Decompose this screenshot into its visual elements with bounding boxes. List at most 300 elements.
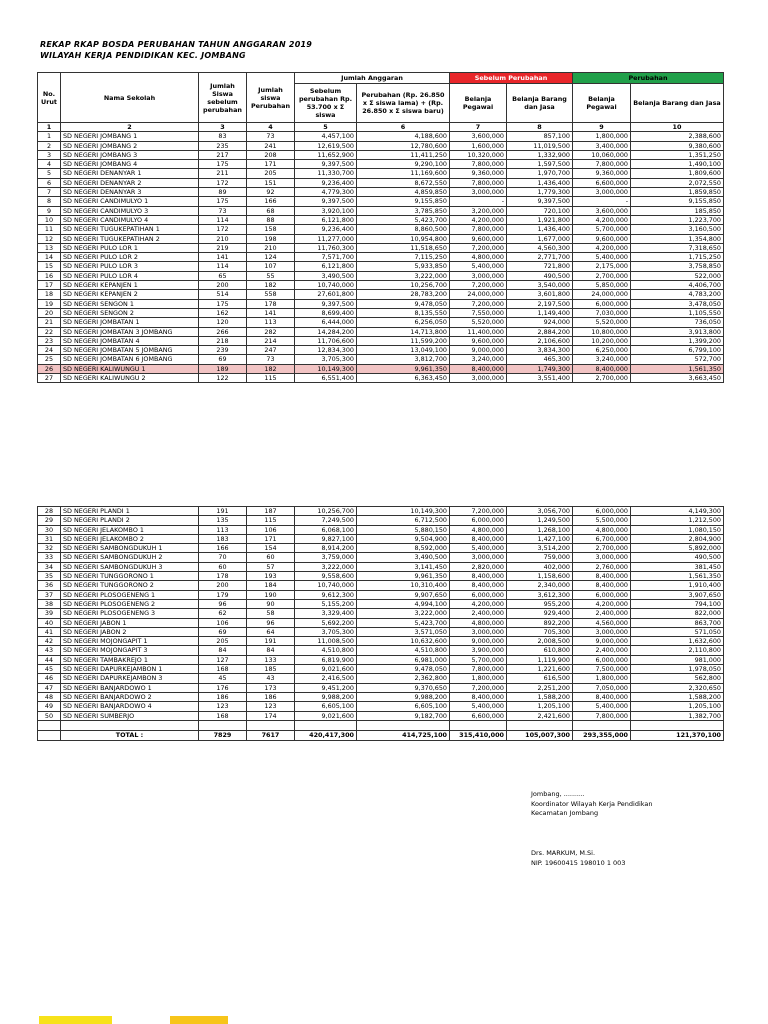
cell-anggaran-perubahan: 4,859,850 [357,188,450,197]
cell-anggaran-perubahan: 28,783,200 [357,290,450,299]
cell-barang-perubahan: 9,380,600 [631,141,724,150]
cell-row-no: 24 [38,346,61,355]
cell-barang-perubahan: 2,072,550 [631,178,724,187]
table-row [38,637,724,646]
column-number: 2 [61,123,199,132]
cell-anggaran-sebelum: 10,740,000 [295,581,357,590]
total-barang-sebelum: 105,007,300 [507,730,573,741]
cell-anggaran-perubahan: 9,478,050 [357,665,450,674]
cell-school-name: SD NEGERI DENANYAR 3 [61,188,199,197]
cell-siswa-perubahan: 178 [247,299,295,308]
cell-anggaran-perubahan: 9,182,700 [357,711,450,720]
cell-siswa-sebelum: 266 [199,327,247,336]
cell-pegawai-perubahan: 2,700,000 [573,544,631,553]
cell-siswa-sebelum: 183 [199,534,247,543]
cell-anggaran-perubahan: 10,954,800 [357,234,450,243]
cell-pegawai-sebelum: 9,600,000 [450,336,507,345]
cell-siswa-perubahan: 107 [247,262,295,271]
cell-siswa-sebelum: 123 [199,702,247,711]
cell-barang-sebelum: 924,000 [507,318,573,327]
cell-barang-sebelum: 3,056,700 [507,507,573,516]
cell-barang-perubahan: 1,354,800 [631,234,724,243]
cell-anggaran-sebelum: 9,612,300 [295,590,357,599]
cell-barang-sebelum: 3,514,200 [507,544,573,553]
cell-row-no: 17 [38,281,61,290]
cell-anggaran-perubahan: 8,672,550 [357,178,450,187]
cell-school-name: SD NEGERI TUNGGORONO 2 [61,581,199,590]
cell-siswa-perubahan: 84 [247,646,295,655]
table-row [38,534,724,543]
cell-school-name: SD NEGERI JELAKOMBO 1 [61,525,199,534]
cell-pegawai-sebelum: 1,800,000 [450,674,507,683]
cell-siswa-sebelum: 514 [199,290,247,299]
cell-pegawai-perubahan: 6,600,000 [573,178,631,187]
column-number: 10 [631,123,724,132]
table-row [38,225,724,234]
cell-barang-sebelum: 1,588,200 [507,692,573,701]
table-row [38,674,724,683]
total-siswa-perubahan: 7617 [247,730,295,741]
table-row [38,702,724,711]
cell-barang-perubahan: 1,105,550 [631,308,724,317]
signature-role-line1: Koordinator Wilayah Kerja Pendidikan [531,799,653,808]
cell-anggaran-perubahan: 2,362,800 [357,674,450,683]
cell-pegawai-perubahan: 6,000,000 [573,299,631,308]
cell-siswa-perubahan: 171 [247,534,295,543]
cell-siswa-perubahan: 60 [247,553,295,562]
cell-anggaran-sebelum: 11,330,700 [295,169,357,178]
cell-pegawai-sebelum: 7,800,000 [450,178,507,187]
cell-anggaran-sebelum: 9,021,600 [295,711,357,720]
cell-row-no: 44 [38,655,61,664]
cell-pegawai-perubahan: 4,560,000 [573,618,631,627]
total-pegawai-perubahan: 293,355,000 [573,730,631,741]
cell-pegawai-perubahan: 8,400,000 [573,364,631,373]
cell-pegawai-perubahan: 9,600,000 [573,234,631,243]
cell-barang-sebelum: 705,300 [507,627,573,636]
cell-row-no: 38 [38,599,61,608]
cell-barang-perubahan: 822,000 [631,609,724,618]
cell-siswa-sebelum: 210 [199,234,247,243]
cell-barang-perubahan: 736,050 [631,318,724,327]
cell-pegawai-sebelum: 6,000,000 [450,590,507,599]
cell-barang-sebelum: 2,421,600 [507,711,573,720]
cell-barang-perubahan: 2,110,800 [631,646,724,655]
cell-anggaran-perubahan: 5,423,700 [357,215,450,224]
cell-siswa-sebelum: 168 [199,711,247,720]
cell-pegawai-perubahan: 2,400,000 [573,646,631,655]
cell-school-name: SD NEGERI JOMBANG 1 [61,132,199,141]
cell-row-no: 48 [38,692,61,701]
header-jumlah-anggaran: Jumlah Anggaran [295,73,450,84]
column-number: 4 [247,123,295,132]
cell-barang-perubahan: 381,450 [631,562,724,571]
cell-anggaran-sebelum: 27,601,800 [295,290,357,299]
cell-barang-sebelum: 3,551,400 [507,374,573,383]
cell-pegawai-sebelum: 4,200,000 [450,215,507,224]
table-row [38,692,724,701]
cell-pegawai-sebelum: 4,800,000 [450,525,507,534]
cell-barang-sebelum: 857,100 [507,132,573,141]
cell-siswa-perubahan: 96 [247,618,295,627]
cell-row-no: 34 [38,562,61,571]
cell-pegawai-perubahan: 3,000,000 [573,627,631,636]
cell-siswa-sebelum: 113 [199,525,247,534]
cell-pegawai-sebelum: 5,400,000 [450,544,507,553]
cell-siswa-sebelum: 60 [199,562,247,571]
cell-siswa-sebelum: 114 [199,262,247,271]
cell-siswa-perubahan: 141 [247,308,295,317]
cell-siswa-perubahan: 55 [247,271,295,280]
cell-pegawai-sebelum: 7,200,000 [450,507,507,516]
cell-pegawai-perubahan: 10,800,000 [573,327,631,336]
cell-school-name: SD NEGERI TUGUKEPATIHAN 2 [61,234,199,243]
table-row [38,346,724,355]
signature-place-date: Jombang, .......... [531,790,585,798]
cell-anggaran-perubahan: 10,310,400 [357,581,450,590]
cell-anggaran-sebelum: 11,760,300 [295,243,357,252]
cell-pegawai-perubahan: 4,200,000 [573,215,631,224]
cell-siswa-sebelum: 172 [199,178,247,187]
cell-siswa-sebelum: 175 [199,160,247,169]
cell-anggaran-sebelum: 4,510,800 [295,646,357,655]
cell-barang-perubahan: 1,399,200 [631,336,724,345]
cell-barang-sebelum: 1,249,500 [507,516,573,525]
cell-anggaran-perubahan: 9,988,200 [357,692,450,701]
cell-barang-perubahan: 3,663,450 [631,374,724,383]
cell-school-name: SD NEGERI TUNGGORONO 1 [61,572,199,581]
cell-siswa-perubahan: 186 [247,692,295,701]
cell-row-no: 20 [38,308,61,317]
cell-row-no: 42 [38,637,61,646]
cell-anggaran-perubahan: 5,880,150 [357,525,450,534]
cell-row-no: 12 [38,234,61,243]
cell-siswa-perubahan: 210 [247,243,295,252]
cell-barang-perubahan: 1,351,250 [631,150,724,159]
cell-row-no: 41 [38,627,61,636]
cell-pegawai-sebelum: 3,600,000 [450,132,507,141]
cell-barang-sebelum: 11,019,500 [507,141,573,150]
table-row [38,618,724,627]
cell-pegawai-sebelum: 3,000,000 [450,188,507,197]
column-number: 7 [450,123,507,132]
cell-anggaran-sebelum: 9,558,600 [295,572,357,581]
cell-siswa-sebelum: 218 [199,336,247,345]
cell-anggaran-sebelum: 11,706,600 [295,336,357,345]
cell-siswa-sebelum: 217 [199,150,247,159]
cell-school-name: SD NEGERI PULO LOR 1 [61,243,199,252]
header-siswa-perubahan: Jumlah siswa Perubahan [247,73,295,123]
cell-pegawai-perubahan: 3,400,000 [573,141,631,150]
cell-barang-sebelum: 759,000 [507,553,573,562]
header-belanja-barang-2: Belanja Barang dan Jasa [631,83,724,122]
orange-marker-bar [170,1016,228,1024]
cell-barang-sebelum: 2,884,200 [507,327,573,336]
cell-school-name: SD NEGERI KALIWUNGU 2 [61,374,199,383]
table-row [38,215,724,224]
cell-barang-perubahan: 3,913,800 [631,327,724,336]
cell-anggaran-sebelum: 9,988,200 [295,692,357,701]
cell-pegawai-sebelum: 24,000,000 [450,290,507,299]
cell-siswa-sebelum: 200 [199,281,247,290]
cell-anggaran-perubahan: 8,592,000 [357,544,450,553]
cell-siswa-sebelum: 191 [199,507,247,516]
column-number: 5 [295,123,357,132]
table-row [38,683,724,692]
cell-row-no: 14 [38,253,61,262]
cell-barang-sebelum: 610,800 [507,646,573,655]
cell-pegawai-sebelum: 8,400,000 [450,581,507,590]
cell-pegawai-perubahan: 2,700,000 [573,271,631,280]
cell-anggaran-sebelum: 3,705,300 [295,355,357,364]
cell-anggaran-perubahan: 11,169,600 [357,169,450,178]
cell-row-no: 22 [38,327,61,336]
cell-school-name: SD NEGERI SUMBERJO [61,711,199,720]
cell-siswa-sebelum: 211 [199,169,247,178]
cell-siswa-sebelum: 69 [199,355,247,364]
signature-name: Drs. MARKUM, M.Si. [531,849,596,857]
cell-siswa-sebelum: 73 [199,206,247,215]
cell-row-no: 29 [38,516,61,525]
cell-anggaran-perubahan: 5,933,850 [357,262,450,271]
table-row [38,318,724,327]
cell-siswa-perubahan: 166 [247,197,295,206]
header-perubahan: Perubahan [573,73,724,84]
cell-siswa-perubahan: 173 [247,683,295,692]
cell-school-name: SD NEGERI PLOSOGENENG 1 [61,590,199,599]
table-row [38,308,724,317]
cell-school-name: SD NEGERI CANDIMULYO 1 [61,197,199,206]
cell-pegawai-perubahan: 10,060,000 [573,150,631,159]
cell-anggaran-perubahan: 3,785,850 [357,206,450,215]
cell-school-name: SD NEGERI JELAKOMBO 2 [61,534,199,543]
table-row [38,262,724,271]
cell-anggaran-sebelum: 6,121,800 [295,215,357,224]
cell-anggaran-sebelum: 2,416,500 [295,674,357,683]
table-row [38,243,724,252]
cell-school-name: SD NEGERI PULO LOR 4 [61,271,199,280]
cell-anggaran-perubahan: 4,994,100 [357,599,450,608]
cell-pegawai-perubahan: 5,850,000 [573,281,631,290]
cell-anggaran-sebelum: 6,068,100 [295,525,357,534]
cell-anggaran-perubahan: 6,256,050 [357,318,450,327]
cell-pegawai-perubahan: 5,500,000 [573,516,631,525]
cell-pegawai-perubahan: 4,200,000 [573,599,631,608]
cell-school-name: SD NEGERI SAMBONGDUKUH 1 [61,544,199,553]
cell-barang-sebelum: 2,340,000 [507,581,573,590]
cell-siswa-sebelum: 141 [199,253,247,262]
cell-anggaran-perubahan: 10,256,700 [357,281,450,290]
table-row [38,197,724,206]
cell-siswa-perubahan: 193 [247,572,295,581]
cell-pegawai-sebelum: 9,360,000 [450,169,507,178]
cell-school-name: SD NEGERI SENGON 1 [61,299,199,308]
table-row [38,590,724,599]
cell-barang-sebelum: 2,771,700 [507,253,573,262]
cell-pegawai-sebelum: 9,000,000 [450,346,507,355]
cell-siswa-perubahan: 191 [247,637,295,646]
cell-pegawai-perubahan: 8,400,000 [573,581,631,590]
cell-row-no: 11 [38,225,61,234]
cell-siswa-perubahan: 58 [247,609,295,618]
cell-anggaran-perubahan: 9,961,350 [357,572,450,581]
cell-barang-sebelum: 2,106,600 [507,336,573,345]
cell-pegawai-perubahan: 5,400,000 [573,702,631,711]
table-row [38,355,724,364]
cell-pegawai-sebelum: 4,200,000 [450,599,507,608]
cell-anggaran-sebelum: 9,236,400 [295,225,357,234]
cell-pegawai-sebelum: 3,200,000 [450,206,507,215]
cell-school-name: SD NEGERI JOMBATAN 1 [61,318,199,327]
cell-anggaran-perubahan: 5,423,700 [357,618,450,627]
cell-barang-perubahan: 1,561,350 [631,572,724,581]
cell-pegawai-perubahan: 5,520,000 [573,318,631,327]
cell-pegawai-sebelum: 3,900,000 [450,646,507,655]
cell-row-no: 32 [38,544,61,553]
cell-anggaran-sebelum: 14,284,200 [295,327,357,336]
cell-anggaran-sebelum: 7,571,700 [295,253,357,262]
cell-barang-sebelum: 3,540,000 [507,281,573,290]
cell-siswa-perubahan: 106 [247,525,295,534]
cell-pegawai-sebelum: 7,200,000 [450,281,507,290]
cell-anggaran-perubahan: 13,049,100 [357,346,450,355]
table-row [38,711,724,720]
cell-anggaran-perubahan: 4,188,600 [357,132,450,141]
cell-barang-perubahan: 562,800 [631,674,724,683]
cell-barang-perubahan: 3,907,650 [631,590,724,599]
column-number: 8 [507,123,573,132]
cell-barang-sebelum: 465,300 [507,355,573,364]
cell-barang-perubahan: 2,804,900 [631,534,724,543]
header-anggaran-perubahan: Perubahan (Rp. 26.850 x Σ siswa lama) + (Rp. 26.850 x Σ siswa baru) [357,83,450,122]
cell-anggaran-sebelum: 7,249,500 [295,516,357,525]
cell-row-no: 49 [38,702,61,711]
cell-row-no: 21 [38,318,61,327]
cell-school-name: SD NEGERI SENGON 2 [61,308,199,317]
cell-pegawai-perubahan: 7,030,000 [573,308,631,317]
cell-pegawai-sebelum: 3,000,000 [450,553,507,562]
cell-school-name: SD NEGERI TUGUKEPATIHAN 1 [61,225,199,234]
cell-siswa-sebelum: 135 [199,516,247,525]
cell-pegawai-perubahan: 2,760,000 [573,562,631,571]
cell-siswa-perubahan: 282 [247,327,295,336]
cell-anggaran-sebelum: 9,236,400 [295,178,357,187]
cell-anggaran-sebelum: 8,699,400 [295,308,357,317]
cell-barang-sebelum: 1,921,800 [507,215,573,224]
cell-row-no: 5 [38,169,61,178]
cell-row-no: 18 [38,290,61,299]
cell-pegawai-perubahan: 7,050,000 [573,683,631,692]
cell-anggaran-perubahan: 3,812,700 [357,355,450,364]
cell-row-no: 1 [38,132,61,141]
cell-row-no: 50 [38,711,61,720]
cell-siswa-sebelum: 162 [199,308,247,317]
cell-school-name: SD NEGERI MOJONGAPIT 3 [61,646,199,655]
column-number: 6 [357,123,450,132]
cell-row-no: 37 [38,590,61,599]
cell-barang-perubahan: 1,809,600 [631,169,724,178]
table-row [38,169,724,178]
cell-pegawai-perubahan: 4,800,000 [573,525,631,534]
cell-anggaran-perubahan: 14,713,800 [357,327,450,336]
cell-anggaran-perubahan: 9,478,050 [357,299,450,308]
cell-anggaran-perubahan: 9,907,650 [357,590,450,599]
cell-anggaran-perubahan: 6,363,450 [357,374,450,383]
cell-row-no: 19 [38,299,61,308]
cell-anggaran-sebelum: 3,329,400 [295,609,357,618]
signature-block-top [531,790,653,819]
cell-siswa-perubahan: 64 [247,627,295,636]
cell-row-no: 8 [38,197,61,206]
cell-barang-perubahan: 1,205,100 [631,702,724,711]
cell-anggaran-sebelum: 5,692,200 [295,618,357,627]
cell-barang-sebelum: 402,000 [507,562,573,571]
cell-anggaran-perubahan: 6,712,500 [357,516,450,525]
cell-row-no: 31 [38,534,61,543]
cell-siswa-perubahan: 57 [247,562,295,571]
cell-school-name: SD NEGERI DAPURKEJAMBON 1 [61,665,199,674]
column-number: 3 [199,123,247,132]
signature-nip: NIP. 19600415 198010 1 003 [531,858,626,867]
cell-barang-perubahan: 1,490,100 [631,160,724,169]
cell-pegawai-sebelum: 5,400,000 [450,262,507,271]
cell-barang-perubahan: 3,478,050 [631,299,724,308]
cell-siswa-sebelum: 235 [199,141,247,150]
cell-siswa-sebelum: 62 [199,609,247,618]
cell-siswa-sebelum: 65 [199,271,247,280]
cell-barang-perubahan: 1,910,400 [631,581,724,590]
cell-school-name: SD NEGERI KEPANJEN 2 [61,290,199,299]
cell-anggaran-perubahan: 9,290,100 [357,160,450,169]
cell-row-no: 26 [38,364,61,373]
cell-pegawai-sebelum: 5,700,000 [450,655,507,664]
table-row [38,271,724,280]
cell-pegawai-sebelum: 7,800,000 [450,160,507,169]
table-row [38,253,724,262]
cell-barang-sebelum: 3,601,800 [507,290,573,299]
cell-pegawai-sebelum: 7,550,000 [450,308,507,317]
signature-block-bottom [531,849,625,868]
cell-anggaran-sebelum: 9,827,100 [295,534,357,543]
blank-row [38,720,724,730]
total-anggaran-sebelum: 420,417,300 [295,730,357,741]
cell-barang-sebelum: 721,800 [507,262,573,271]
cell-pegawai-sebelum: 8,400,000 [450,572,507,581]
total-anggaran-perubahan: 414,725,100 [357,730,450,741]
cell-row-no: 27 [38,374,61,383]
cell-school-name: SD NEGERI TAMBAKREJO 1 [61,655,199,664]
cell-anggaran-sebelum: 3,759,000 [295,553,357,562]
table-row [38,234,724,243]
cell-siswa-perubahan: 247 [247,346,295,355]
cell-pegawai-perubahan: 1,800,000 [573,674,631,683]
cell-anggaran-sebelum: 6,121,800 [295,262,357,271]
cell-pegawai-perubahan: 7,500,000 [573,665,631,674]
cell-barang-sebelum: 1,332,900 [507,150,573,159]
header-anggaran-sebelum: Sebelum perubahan Rp. 53.700 x Σ siswa [295,83,357,122]
cell-school-name: SD NEGERI KEPANJEN 1 [61,281,199,290]
cell-siswa-perubahan: 73 [247,355,295,364]
cell-barang-perubahan: 572,700 [631,355,724,364]
cell-pegawai-sebelum: 3,000,000 [450,627,507,636]
cell-school-name: SD NEGERI PLOSOGENENG 3 [61,609,199,618]
cell-pegawai-perubahan: 8,400,000 [573,572,631,581]
cell-pegawai-perubahan: 4,200,000 [573,243,631,252]
cell-anggaran-perubahan: 6,981,000 [357,655,450,664]
cell-anggaran-perubahan: 8,860,500 [357,225,450,234]
cell-siswa-perubahan: 133 [247,655,295,664]
cell-school-name: SD NEGERI DENANYAR 1 [61,169,199,178]
